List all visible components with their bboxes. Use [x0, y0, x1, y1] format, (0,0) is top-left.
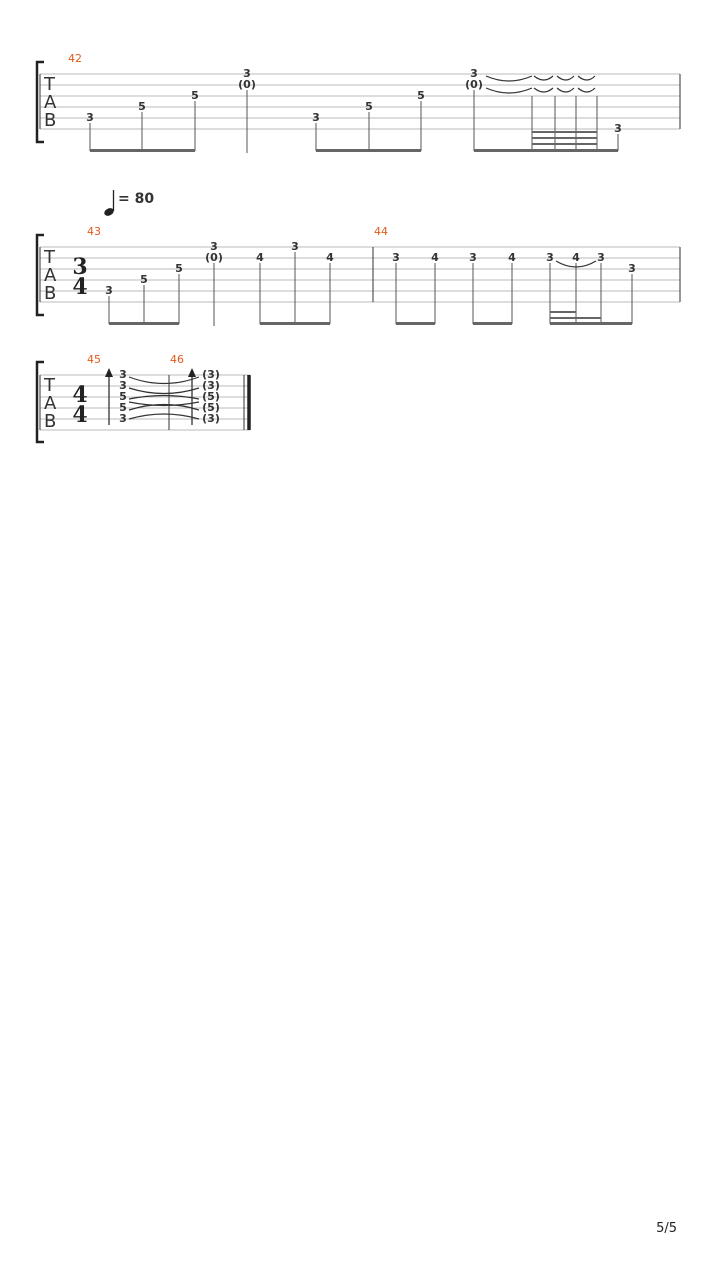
fret-number: 3: [546, 251, 554, 264]
measure-number-42: 42: [68, 52, 82, 65]
fret-number: 5: [119, 401, 127, 414]
fret-number: 3: [291, 240, 299, 253]
fret-number: (3): [202, 379, 220, 392]
fret-number: 5: [417, 89, 425, 102]
quarter-note-icon: [103, 190, 115, 217]
fret-number: (3): [202, 412, 220, 425]
fret-number: 3: [614, 122, 622, 135]
time-signature-bottom: 4: [72, 274, 88, 300]
fret-number: 3: [470, 67, 478, 80]
fret-number: 3: [243, 67, 251, 80]
system-3: [37, 353, 250, 442]
measure-number-43: 43: [87, 225, 101, 238]
tab-clef: [43, 74, 57, 131]
time-signature-4-4: [72, 382, 87, 428]
tempo-bpm: = 80: [118, 191, 155, 207]
tab-clef-a: A: [44, 92, 57, 113]
system-2: [37, 225, 680, 326]
fret-number: 4: [572, 251, 580, 264]
staff-lines: [40, 247, 680, 302]
fret-number: 3: [105, 284, 113, 297]
fret-number: 3: [312, 111, 320, 124]
fret-number: 4: [326, 251, 334, 264]
fret-number: 3: [119, 379, 127, 392]
page-number: 5/5: [656, 1221, 677, 1236]
fret-number: 3: [469, 251, 477, 264]
fret-number: 3: [392, 251, 400, 264]
fret-number: 3: [210, 240, 218, 253]
measure-number-44: 44: [374, 225, 388, 238]
fret-number: 5: [365, 100, 373, 113]
tab-clef: [43, 375, 57, 432]
fret-number: (0): [238, 78, 256, 91]
fret-number: 5: [119, 390, 127, 403]
beams: [90, 131, 618, 152]
fret-number: (5): [202, 390, 220, 403]
measure-number-45: 45: [87, 353, 101, 366]
measure-number-46: 46: [170, 353, 184, 366]
fret-number: (0): [205, 251, 223, 264]
tab-clef-a: A: [44, 265, 57, 286]
tab-clef-t: T: [44, 247, 55, 268]
beams: [109, 311, 632, 325]
tab-clef-t: T: [44, 375, 55, 396]
fret-number: (0): [465, 78, 483, 91]
fret-number: 5: [191, 89, 199, 102]
fret-numbers: [86, 67, 622, 135]
system-1: [37, 52, 680, 153]
time-signature-top: 4: [72, 382, 88, 408]
staff-lines: [40, 74, 680, 129]
time-signature-3-4: [72, 254, 87, 300]
fret-number: 5: [140, 273, 148, 286]
fret-number: 3: [628, 262, 636, 275]
ties: [129, 377, 199, 419]
fret-number: 5: [175, 262, 183, 275]
time-signature-top: 3: [72, 254, 88, 280]
tab-clef: [43, 247, 57, 304]
time-signature-bottom: 4: [72, 402, 88, 428]
fret-number: (3): [202, 368, 220, 381]
tab-clef-b: B: [44, 283, 57, 304]
fret-number: 3: [86, 111, 94, 124]
tab-clef-t: T: [44, 74, 55, 95]
fret-number: 3: [119, 412, 127, 425]
fret-number: 3: [597, 251, 605, 264]
tab-clef-b: B: [44, 411, 57, 432]
fret-number: 3: [119, 368, 127, 381]
tab-clef-b: B: [44, 110, 57, 131]
fret-number: (5): [202, 401, 220, 414]
fret-number: 4: [508, 251, 516, 264]
fret-number: 4: [256, 251, 264, 264]
fret-number: 5: [138, 100, 146, 113]
fret-number: 4: [431, 251, 439, 264]
tempo-marking: [103, 190, 154, 217]
tab-clef-a: A: [44, 393, 57, 414]
